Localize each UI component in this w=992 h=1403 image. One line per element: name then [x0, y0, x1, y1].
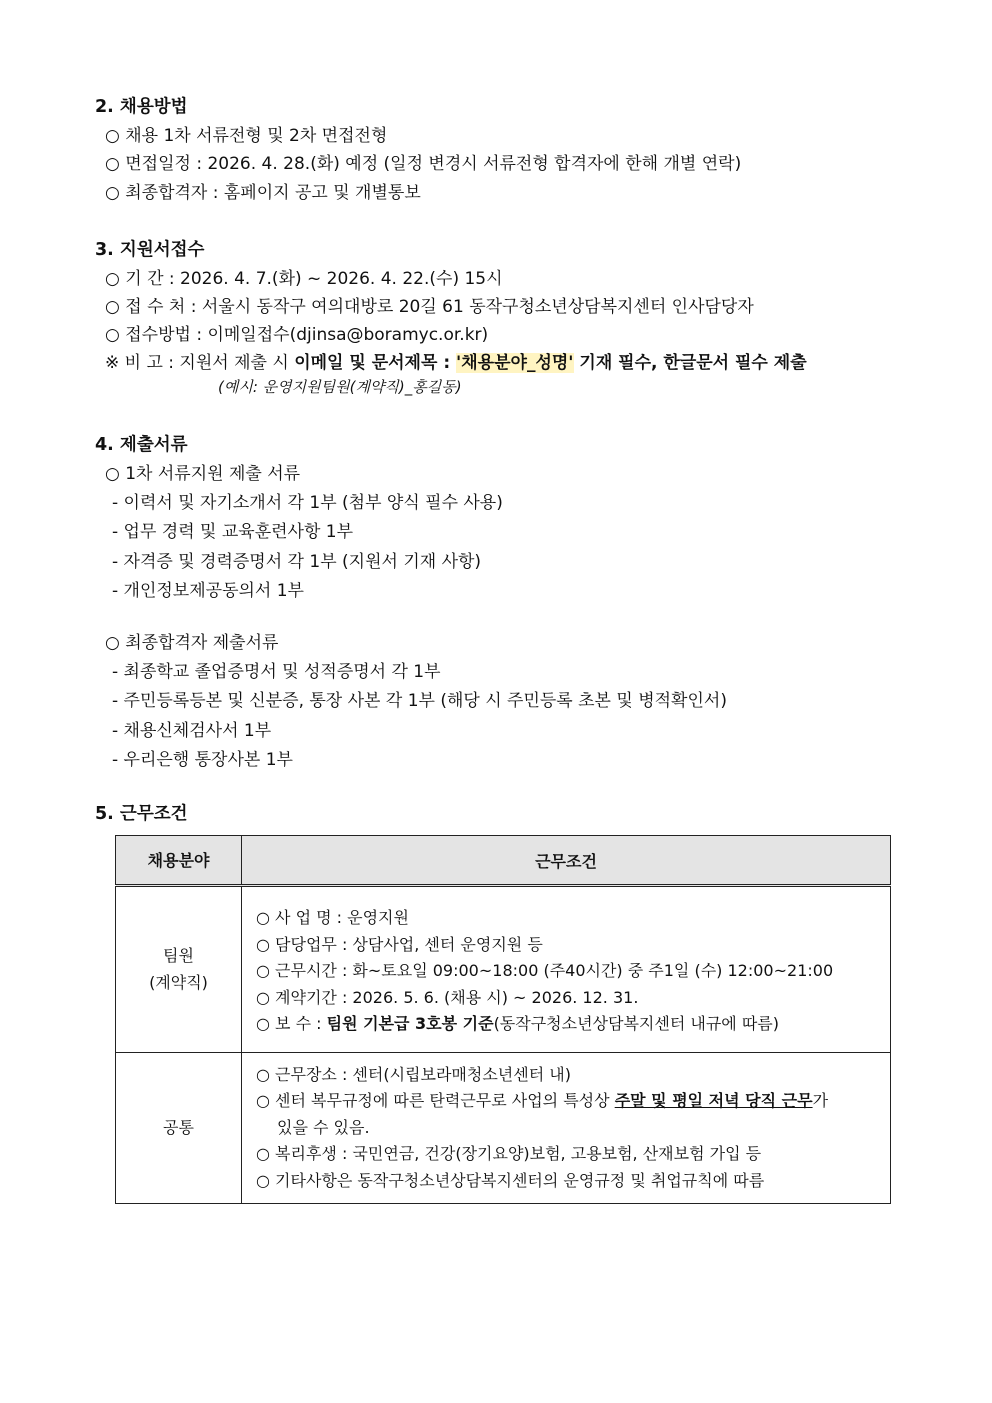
s3-remark-example: (예시: 운영지원팀원(계약직)_홍길동) [218, 378, 462, 396]
s4-group2-title: ○ 최종합격자 제출서류 [105, 633, 279, 653]
header-field: 채용분야 [116, 836, 242, 886]
row2-benefits: ○ 복리후생 : 국민연금, 건강(장기요양)보험, 고용보험, 산재보험 가입 등 [256, 1144, 762, 1163]
s2-item-1: ○ 채용 1차 서류전형 및 2차 면접전형 [105, 126, 388, 146]
flex-prefix: ○ 센터 복무규정에 따른 탄력근무로 사업의 특성상 [256, 1091, 615, 1110]
s4-group1-title: ○ 1차 서류지원 제출 서류 [105, 464, 301, 484]
header-conditions: 근무조건 [242, 836, 891, 886]
s4-group1-item-3: - 자격증 및 경력증명서 각 1부 (지원서 기재 사항) [112, 552, 482, 572]
row1-field-type: (계약직) [149, 973, 208, 993]
s4-group1-item-2: - 업무 경력 및 교육훈련사항 1부 [112, 522, 354, 542]
row2-flex-work-cont: 있을 수 있음. [277, 1117, 370, 1137]
s4-group2-item-1: - 최종학교 졸업증명서 및 성적증명서 각 1부 [112, 662, 441, 682]
s3-method: ○ 접수방법 : 이메일접수(djinsa@boramyc.or.kr) [105, 325, 489, 345]
s3-remark-bold: 이메일 및 문서제목 : [294, 353, 457, 373]
s3-remark [105, 348, 807, 373]
flex-underline: 주말 및 평일 저녁 당직 근무 [614, 1091, 813, 1110]
row1-contract: ○ 계약기간 : 2026. 5. 6. (채용 시) ~ 2026. 12. 31. [256, 987, 639, 1007]
pay-suffix: (동작구청소년상담복지센터 내규에 따름) [493, 1014, 779, 1033]
s4-group2-item-4: - 우리은행 통장사본 1부 [112, 750, 293, 770]
table-row [116, 886, 891, 1053]
table-row [116, 1052, 891, 1204]
s2-item-2: ○ 면접일정 : 2026. 4. 28.(화) 예정 (일정 변경시 서류전형 합격자에 한해 개별 연락) [105, 154, 742, 174]
row2-flex-work [256, 1088, 890, 1115]
row2-field: 공통 [116, 1052, 242, 1204]
s4-group2-item-2: - 주민등록등본 및 신분증, 통장 사본 각 1부 (해당 시 주민등록 초본 및 병적확인서) [112, 691, 727, 711]
s4-group2-item-3: - 채용신체검사서 1부 [112, 721, 272, 741]
flex-suffix: 가 [812, 1091, 829, 1110]
row1-conditions [242, 886, 891, 1053]
section-2-heading: 2. 채용방법 [95, 97, 188, 117]
s3-period: ○ 기 간 : 2026. 4. 7.(화) ~ 2026. 4. 22.(수) 15시 [105, 269, 503, 289]
row2-location: ○ 근무장소 : 센터(시립보라매청소년센터 내) [256, 1064, 571, 1084]
row1-duty: ○ 담당업무 : 상담사업, 센터 운영지원 등 [256, 934, 543, 954]
s4-group1-item-4: - 개인정보제공동의서 1부 [112, 581, 304, 601]
row1-field [116, 886, 242, 1053]
row1-project: ○ 사 업 명 : 운영지원 [256, 908, 409, 927]
s3-address: ○ 접 수 처 : 서울시 동작구 여의대방로 20길 61 동작구청소년상담복지센터 인사담당자 [105, 297, 754, 317]
row2-other: ○ 기타사항은 동작구청소년상담복지센터의 운영규정 및 취업규칙에 따름 [256, 1170, 765, 1190]
table-header-row [116, 836, 891, 886]
row2-conditions [242, 1052, 891, 1204]
s3-remark-prefix: ※ 비 고 : 지원서 제출 시 [105, 353, 295, 373]
section-4-heading: 4. 제출서류 [95, 435, 188, 455]
section-3-heading: 3. 지원서접수 [95, 240, 205, 260]
row1-hours: ○ 근무시간 : 화~토요일 09:00~18:00 (주40시간) 중 주1일 (수) 12:00~21:00 [256, 961, 834, 980]
pay-bold: 팀원 기본급 3호봉 기준 [326, 1014, 494, 1033]
section-5-heading: 5. 근무조건 [95, 804, 188, 824]
s3-remark-required: 기재 필수, 한글문서 필수 제출 [573, 353, 807, 373]
s2-item-3: ○ 최종합격자 : 홈페이지 공고 및 개별통보 [105, 183, 421, 203]
row1-pay [256, 1011, 890, 1038]
s4-group1-item-1: - 이력서 및 자기소개서 각 1부 (첨부 양식 필수 사용) [112, 493, 503, 513]
pay-prefix: ○ 보 수 : [256, 1014, 327, 1033]
row1-field-title: 팀원 [163, 946, 194, 966]
work-conditions-table [115, 835, 891, 1204]
s3-remark-highlight: '채용분야_성명' [456, 353, 574, 373]
